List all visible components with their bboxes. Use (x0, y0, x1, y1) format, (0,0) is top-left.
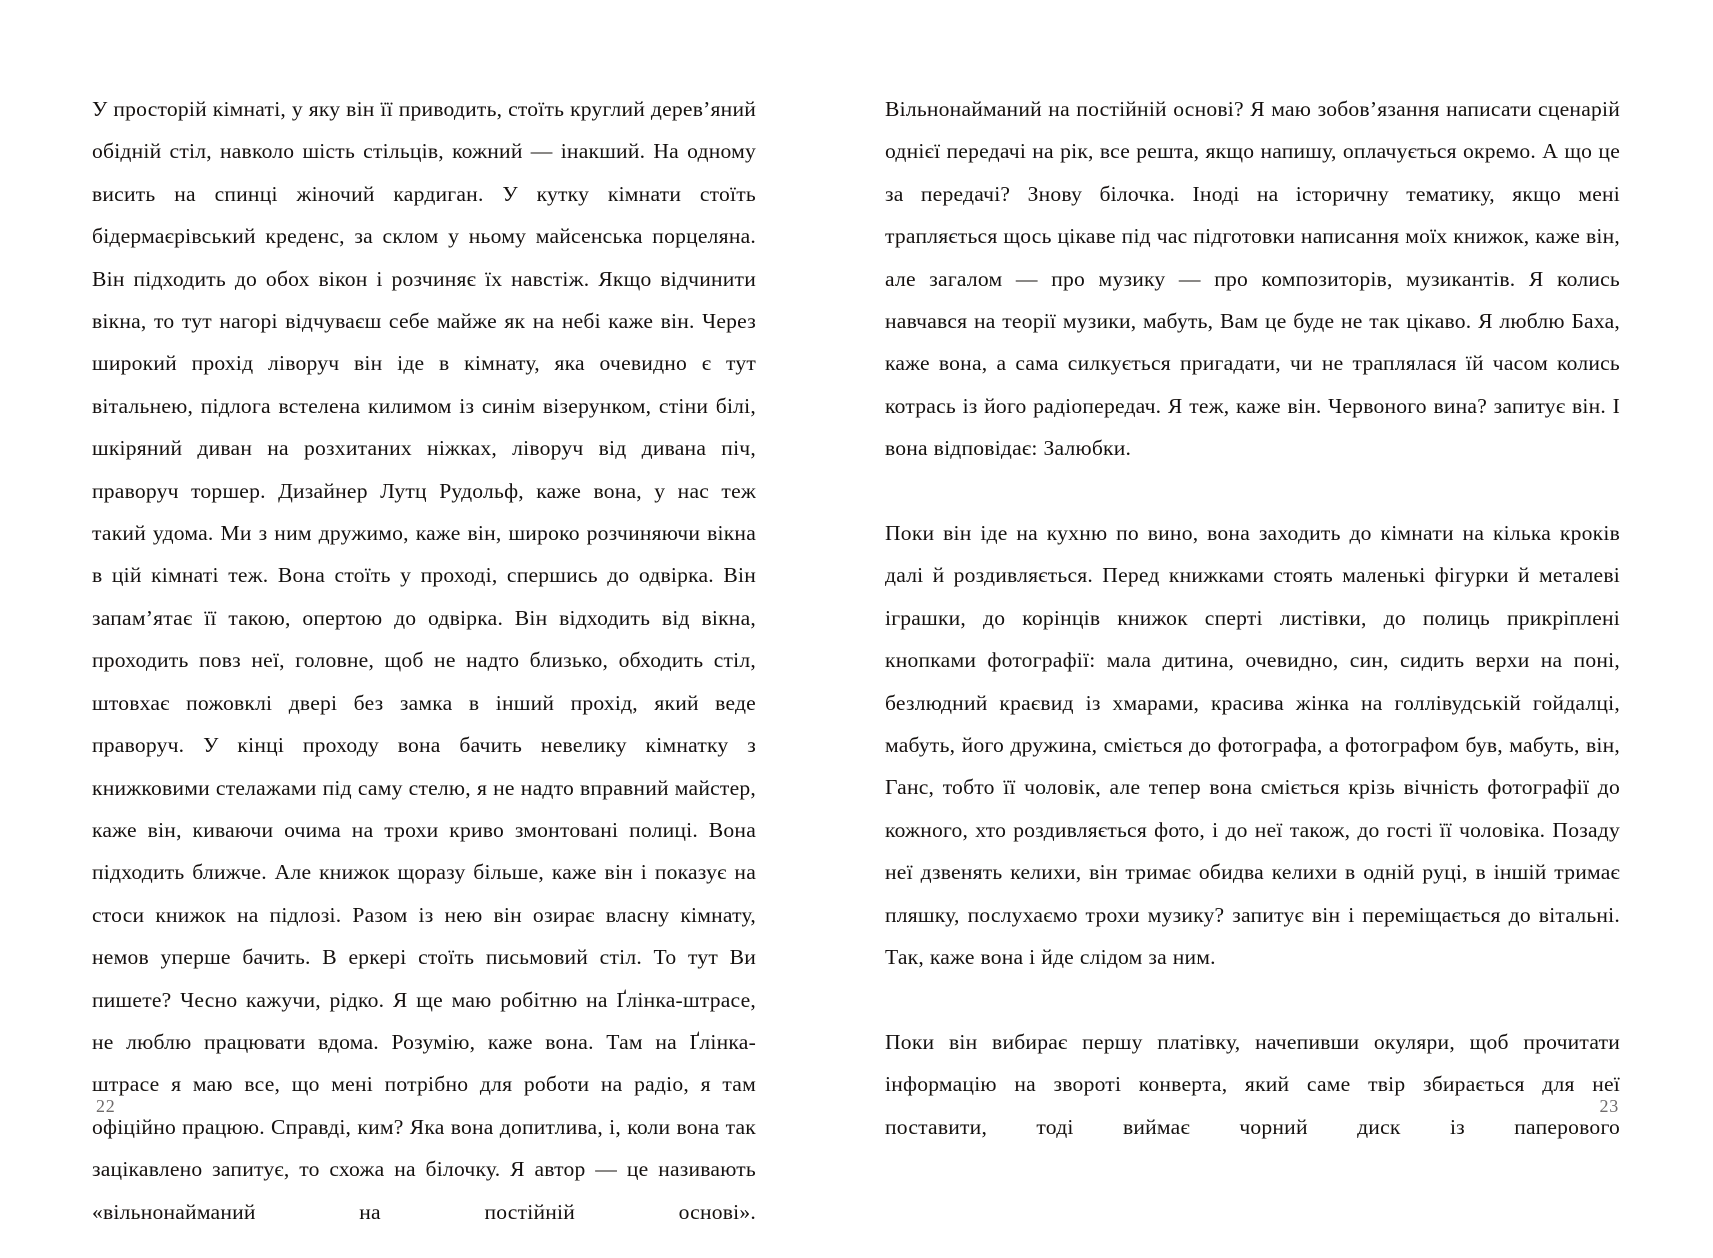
paragraph: Вільнонайманий на постійній основі? Я маю зобов’язання написати сценарій однієї передачі на рік, все решта, якщо напишу, оплачується окремо. А що це за передачі? Знову білочка. Іноді на історичну тематику, якщо мені трапляється щось цікаве під час підготовки написання моїх книжок, каже він, але загалом — про музику — про композиторів, музикантів. Я колись навчався на теорії музики, мабуть, Вам це буде не так цікаво. Я люблю Баха, каже вона, а сама силкується пригадати, чи не траплялася їй часом колись котрась із його радіопередач. Я теж, каже він. Червоного вина? запитує він. І вона відповідає: Залюбки. (885, 97, 1620, 461)
left-page-textblock (92, 88, 756, 1233)
page-number-right: 23 (1599, 1096, 1619, 1116)
paragraph: У просторій кімнаті, у яку він її приводить, стоїть круглий дерев’яний обідній стіл, навколо шість стільців, кожний — інакший. На одному висить на спинці жіночий кардиган. У кутку кімнати стоїть бідермаєрівський креденс, за склом у ньому майсенська порцеляна. Він підходить до обох вікон і розчиняє їх навстіж. Якщо відчинити вікна, то тут нагорі відчуваєш себе майже як на небі каже він. Через широкий прохід ліворуч він іде в кімнату, яка очевидно є тут вітальнею, підлога встелена килимом із синім візерунком, стіни білі, шкіряний диван на розхитаних ніжках, ліворуч від дивана піч, праворуч торшер. Дизайнер Лутц Рудольф, каже вона, у нас теж такий удома. Ми з ним дружимо, каже він, широко розчиняючи вікна в цій кімнаті теж. Вона стоїть у проході, спершись до одвірка. Він запам’ятає її такою, опертою до одвірка. Він відходить від вікна, проходить повз неї, головне, щоб не надто близько, обходить стіл, штовхає пожовклі двері без замка в інший прохід, який веде праворуч. У кінці проходу вона бачить невелику кімнатку з книжковими стелажами під саму стелю, я не надто вправний майстер, каже він, киваючи очима на трохи криво змонтовані полиці. Вона підходить ближче. Але книжок щоразу більше, каже він і показує на стоси книжок на підлозі. Разом із нею він озирає власну кімнату, немов уперше бачить. В еркері стоїть письмовий стіл. То тут Ви пишете? Чесно кажучи, рідко. Я ще маю робітню на Ґлінка-штрасе, не люблю працювати вдома. Розумію, каже вона. Там на Ґлінка-штрасе я маю все, що мені потрібно для роботи на радіо, я там офіційно працюю. Справді, ким? Яка вона допитлива, і, коли вона так зацікавлено запитує, то схожа на білочку. Я автор — це називають «вільнонайманий на постійній основі». (92, 97, 756, 1224)
page-left (0, 0, 856, 1258)
page-right (856, 0, 1712, 1258)
page-number-left: 22 (96, 1096, 116, 1116)
paragraph: Поки він вибирає першу платівку, начепивши окуляри, щоб прочитати інформацію на звороті конверта, який саме твір збирається для неї поставити, тоді виймає чорний диск із паперового (885, 1029, 1620, 1139)
paragraph: Поки він іде на кухню по вино, вона заходить до кімнати на кілька кроків далі й роздивляється. Перед книжками стоять маленькі фігурки й металеві іграшки, до корінців книжок сперті листівки, до полиць прикріплені кнопками фотографії: мала дитина, очевидно, син, сидить верхи на поні, безлюдний краєвид із хмарами, красива жінка на голлівудській гойдалці, мабуть, його дружина, сміється до фотографа, а фотографом був, мабуть, він, Ганс, тобто її чоловік, але тепер вона сміється крізь вічність фотографії до кожного, хто роздивляється фото, і до неї також, до гості її чоловіка. Позаду неї дзвенять келихи, він тримає обидва келихи в одній руці, в іншій тримає пляшку, послухаємо трохи музику? запитує він і переміщається до вітальні. Так, каже вона і йде слідом за ним. (885, 521, 1620, 970)
right-page-textblock (885, 88, 1620, 1148)
